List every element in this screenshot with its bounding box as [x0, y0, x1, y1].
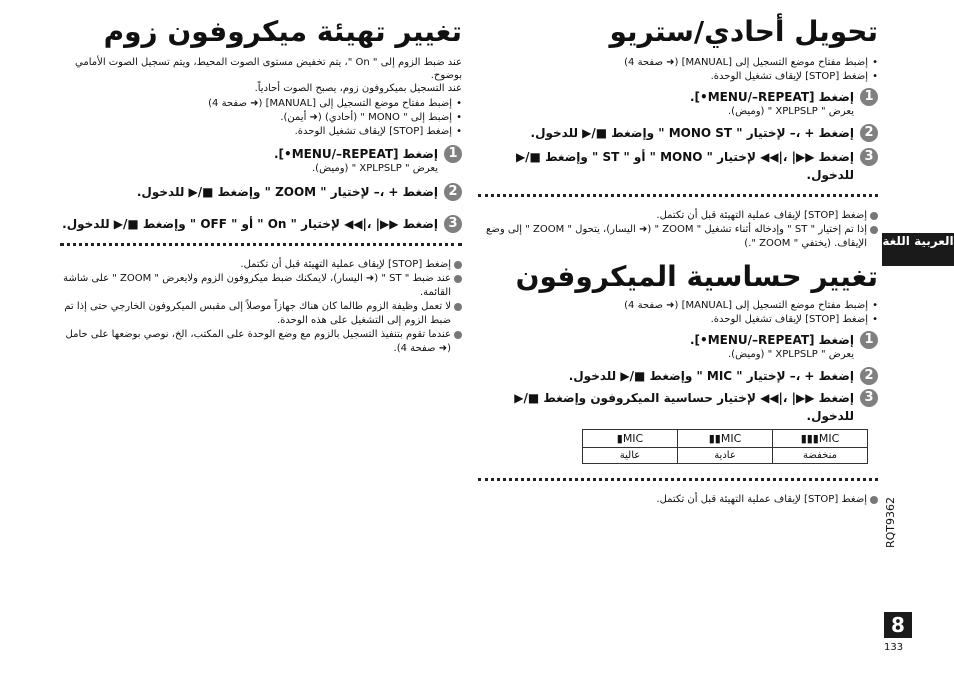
- stereo-section: [478, 12, 878, 507]
- step-sub: يعرض " XPLPSLP " (وميض).: [727, 349, 854, 360]
- pre-item: • إضغط [STOP] لإيقاف تشغيل الوحدة.: [60, 125, 462, 139]
- mic-low-icon: MIC▮▮▮: [773, 430, 868, 448]
- step-1: [478, 88, 878, 118]
- step-number: 2: [444, 183, 462, 201]
- stereo-title: تحويل أحادي/ستريو: [609, 15, 878, 48]
- step-number: 2: [860, 124, 878, 142]
- dotted-divider: [478, 194, 878, 197]
- note: عندما تقوم بتنفيذ التسجيل بالزوم مع وضع الوحدة على المكتب، الخ، نوصي بوضعها على حامل (➜ صفحة 4).: [60, 328, 462, 356]
- dotted-divider: [478, 478, 878, 481]
- step-number: 3: [860, 389, 878, 407]
- step-sub: يعرض " XPLPSLP " (وميض).: [727, 106, 854, 117]
- step-2: [60, 183, 462, 201]
- mic-normal-label: عادية: [678, 448, 773, 464]
- step-text: إضغط ▶▶| ،|◀◀ لإختيار " On " أو " OFF " وإضغط ■/▶ للدخول.: [62, 217, 438, 231]
- note: لا تعمل وظيفة الزوم طالما كان هناك جهازاً موصلاً إلى مقبس الميكروفون الخارجي حتى إذا تم ضبط الزوم إلى التشغيل على هذه الوحدة.: [60, 300, 462, 328]
- step-2: [478, 367, 878, 385]
- step-text: إضغط + ،– لإختيار " MIC " وإضغط ■/▶ للدخول.: [568, 369, 854, 383]
- document-code: RQT9362: [884, 496, 897, 548]
- language-tab: العربية اللغة: [882, 233, 954, 266]
- note: عند ضبط " ST " (➜ اليسار)، لايمكنك ضبط ميكروفون الزوم ولايعرض " ZOOM " على شاشة القائمة.: [60, 272, 462, 300]
- dotted-divider: [60, 243, 462, 246]
- step-text: إضغط [MENU/–REPEAT•].: [690, 90, 854, 104]
- step-1: [60, 145, 462, 175]
- step-number: 3: [860, 148, 878, 166]
- zoom-title: تغيير تهيئة ميكروفون زوم: [103, 15, 462, 48]
- step-text: إضغط [MENU/–REPEAT•].: [274, 147, 438, 161]
- pre-item: • إضبط إلى " MONO " (أحادي) (➜ أيمن).: [60, 111, 462, 125]
- pre-item: • إضبط مفتاح موضع التسجيل إلى [MANUAL] (➜ صفحة 4): [60, 97, 462, 111]
- zoom-section: [60, 12, 462, 356]
- step-text: إضغط + ،– لإختيار " ZOOM " وإضغط ■/▶ للدخول.: [136, 185, 438, 199]
- step-number: 1: [860, 331, 878, 349]
- mic-high-label: عالية: [583, 448, 678, 464]
- mic-sensitivity-table: [582, 429, 868, 464]
- note: إضغط [STOP] لإيقاف عملية التهيئة قبل أن تكتمل.: [60, 258, 462, 272]
- note: إضغط [STOP] لإيقاف عملية التهيئة قبل أن تكتمل.: [478, 493, 878, 507]
- step-3: [60, 215, 462, 233]
- step-text: إضغط ▶▶| ،|◀◀ لإختيار حساسية الميكروفون وإضغط ■/▶ للدخول.: [514, 391, 854, 423]
- step-1: [478, 331, 878, 361]
- pre-item: • إضغط [STOP] لإيقاف تشغيل الوحدة.: [478, 313, 878, 327]
- step-number: 1: [860, 88, 878, 106]
- step-3: [478, 148, 878, 184]
- step-number: 3: [444, 215, 462, 233]
- step-number: 2: [860, 367, 878, 385]
- pre-item: • إضبط مفتاح موضع التسجيل إلى [MANUAL] (➜ صفحة 4): [478, 56, 878, 70]
- note: إضغط [STOP] لإيقاف عملية التهيئة قبل أن تكتمل.: [478, 209, 878, 223]
- page-section-number: 8: [884, 612, 912, 638]
- intro-text: عند ضبط الزوم إلى " On "، يتم تخفيض مستوى الصوت المحيط، ويتم تسجيل الصوت الأمامي بوضوح.: [75, 57, 462, 81]
- page-number: 133: [884, 642, 904, 653]
- step-text: إضغط ▶▶| ،|◀◀ لإختيار " MONO " أو " ST " وإضغط ■/▶ للدخول.: [515, 150, 854, 182]
- pre-item: • إضغط [STOP] لإيقاف تشغيل الوحدة.: [478, 70, 878, 84]
- intro-text: عند التسجيل بميكروفون زوم، يصبح الصوت أحادياً.: [254, 83, 462, 94]
- step-sub: يعرض " XPLPSLP " (وميض).: [311, 163, 438, 174]
- step-3: [478, 389, 878, 425]
- step-text: إضغط [MENU/–REPEAT•].: [690, 333, 854, 347]
- mic-sensitivity-title: تغيير حساسية الميكروفون: [515, 260, 878, 293]
- step-number: 1: [444, 145, 462, 163]
- mic-high-icon: MIC▮: [583, 430, 678, 448]
- mic-normal-icon: MIC▮▮: [678, 430, 773, 448]
- note: إذا تم إختيار " ST " وإدخاله أثناء تشغيل " ZOOM " (➜ اليسار)، يتحول " ZOOM " إلى وضع الإيقاف. (يختفي " ZOOM ".): [478, 223, 878, 251]
- mic-low-label: منخفضة: [773, 448, 868, 464]
- pre-item: • إضبط مفتاح موضع التسجيل إلى [MANUAL] (➜ صفحة 4): [478, 299, 878, 313]
- step-text: إضغط + ،– لإختيار " MONO ST " وإضغط ■/▶ للدخول.: [530, 126, 854, 140]
- step-2: [478, 124, 878, 142]
